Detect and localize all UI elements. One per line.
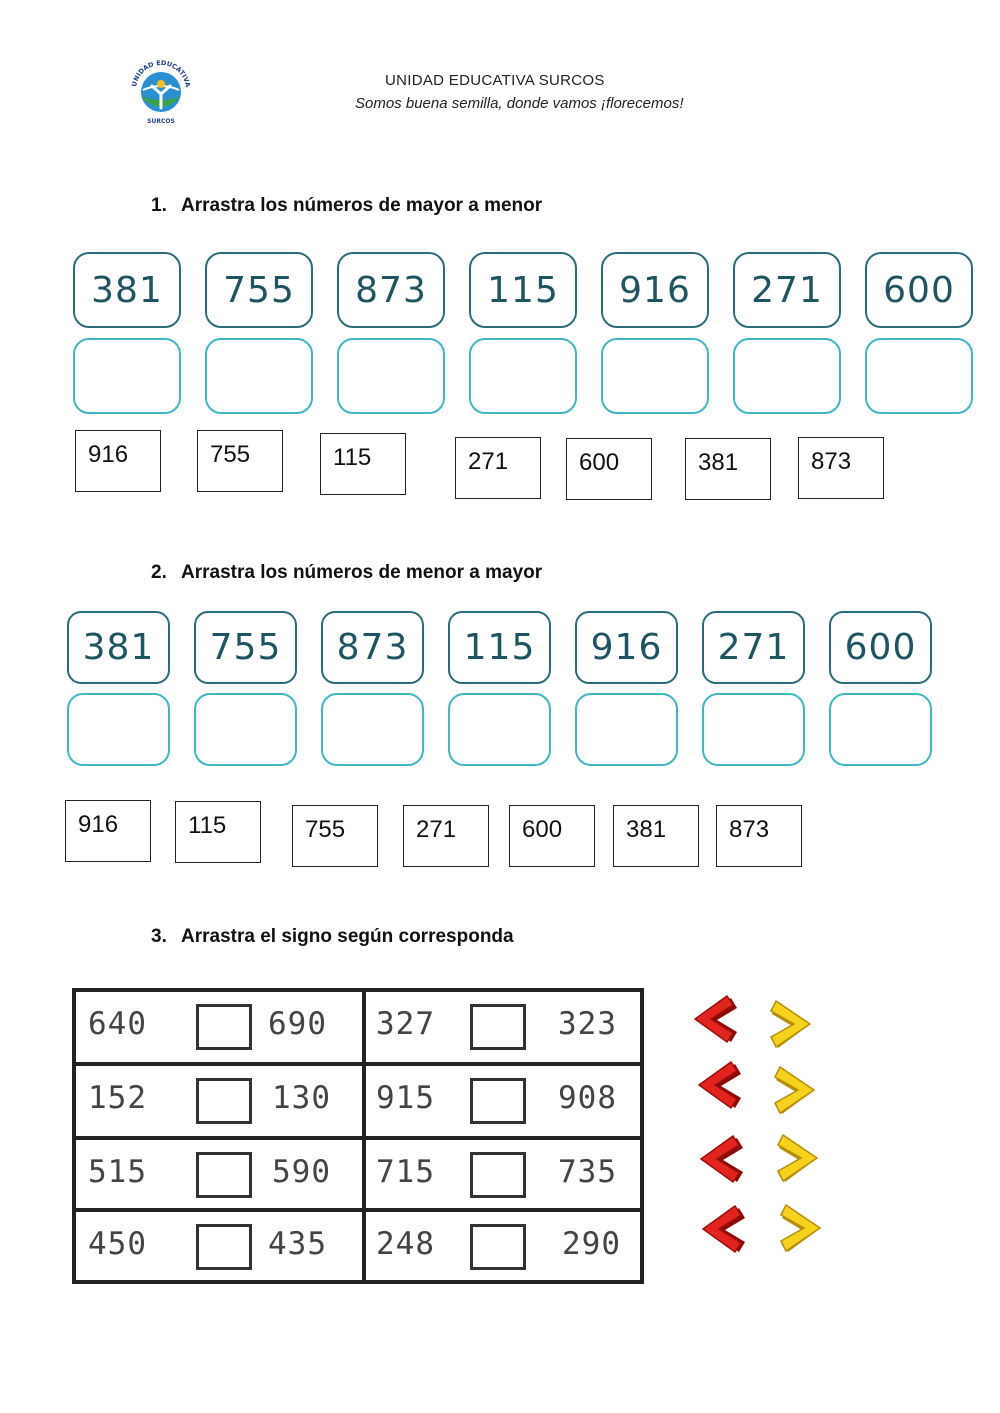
less-than-sign-icon[interactable] <box>683 992 739 1048</box>
table-divider <box>76 1208 640 1212</box>
sign-drop-box[interactable] <box>196 1078 252 1124</box>
drop-slot[interactable] <box>575 693 678 766</box>
drop-slot[interactable] <box>702 693 805 766</box>
table-divider <box>76 1062 640 1066</box>
number-card: 873 <box>337 252 445 328</box>
drop-slot[interactable] <box>73 338 181 414</box>
number-card: 873 <box>321 611 424 684</box>
comparison-cell <box>76 1142 358 1208</box>
drop-slot[interactable] <box>67 693 170 766</box>
less-than-sign-icon[interactable] <box>687 1058 743 1114</box>
greater-than-sign-icon[interactable] <box>775 1130 831 1186</box>
instruction-text: Arrastra los números de mayor a menor <box>181 195 543 216</box>
draggable-number[interactable]: 381 <box>613 805 699 867</box>
number-card: 271 <box>733 252 841 328</box>
comparison-cell <box>76 1214 358 1280</box>
comparison-number: 515 <box>88 1154 147 1190</box>
instruction-3 <box>151 926 514 948</box>
number-card: 115 <box>469 252 577 328</box>
greater-than-sign-icon[interactable] <box>768 996 824 1052</box>
number-card: 600 <box>865 252 973 328</box>
drop-slot[interactable] <box>829 693 932 766</box>
comparison-number: 690 <box>268 1006 327 1042</box>
instruction-text: Arrastra los números de menor a mayor <box>181 562 543 583</box>
instruction-number: 1. <box>151 195 167 216</box>
drop-slot[interactable] <box>205 338 313 414</box>
drop-slot[interactable] <box>194 693 297 766</box>
number-card: 115 <box>448 611 551 684</box>
instruction-number: 3. <box>151 926 167 947</box>
draggable-number[interactable]: 916 <box>75 430 161 492</box>
drop-slot[interactable] <box>601 338 709 414</box>
comparison-table <box>72 988 644 1284</box>
draggable-number[interactable]: 755 <box>197 430 283 492</box>
less-than-sign-icon[interactable] <box>691 1202 747 1258</box>
comparison-number: 130 <box>272 1080 331 1116</box>
number-card: 916 <box>601 252 709 328</box>
number-card: 381 <box>67 611 170 684</box>
instruction-text: Arrastra el signo según corresponda <box>181 926 514 947</box>
number-card: 600 <box>829 611 932 684</box>
comparison-cell <box>76 994 358 1060</box>
drop-slot[interactable] <box>337 338 445 414</box>
sign-drop-box[interactable] <box>196 1224 252 1270</box>
table-divider <box>76 1136 640 1140</box>
school-logo <box>128 60 194 126</box>
number-card: 755 <box>194 611 297 684</box>
draggable-number[interactable]: 755 <box>292 805 378 867</box>
sign-drop-box[interactable] <box>196 1152 252 1198</box>
draggable-number[interactable]: 381 <box>685 438 771 500</box>
sign-drop-box[interactable] <box>470 1224 526 1270</box>
draggable-number[interactable]: 600 <box>509 805 595 867</box>
sign-drop-box[interactable] <box>470 1078 526 1124</box>
school-name: UNIDAD EDUCATIVA SURCOS <box>385 72 605 89</box>
comparison-number: 640 <box>88 1006 147 1042</box>
comparison-number: 152 <box>88 1080 147 1116</box>
comparison-number: 715 <box>376 1154 435 1190</box>
comparison-number: 323 <box>558 1006 617 1042</box>
draggable-number[interactable]: 873 <box>716 805 802 867</box>
comparison-cell <box>366 1142 648 1208</box>
number-card: 381 <box>73 252 181 328</box>
draggable-number[interactable]: 271 <box>455 437 541 499</box>
comparison-number: 908 <box>558 1080 617 1116</box>
greater-than-sign-icon[interactable] <box>778 1200 834 1256</box>
comparison-cell <box>76 1068 358 1134</box>
drop-slot[interactable] <box>321 693 424 766</box>
sign-drop-box[interactable] <box>470 1004 526 1050</box>
comparison-number: 450 <box>88 1226 147 1262</box>
logo-text-bottom: SURCOS <box>147 118 175 125</box>
comparison-number: 735 <box>558 1154 617 1190</box>
comparison-number: 435 <box>268 1226 327 1262</box>
sign-drop-box[interactable] <box>196 1004 252 1050</box>
drop-slot[interactable] <box>469 338 577 414</box>
less-than-sign-icon[interactable] <box>689 1132 745 1188</box>
school-motto: Somos buena semilla, donde vamos ¡florecemos! <box>355 95 684 112</box>
draggable-number[interactable]: 600 <box>566 438 652 500</box>
instruction-1 <box>151 195 542 217</box>
drop-slot[interactable] <box>448 693 551 766</box>
number-card: 271 <box>702 611 805 684</box>
drop-slot[interactable] <box>865 338 973 414</box>
comparison-cell <box>366 1068 648 1134</box>
logo-text-top: UNIDAD EDUCATIVA <box>130 60 192 88</box>
comparison-number: 327 <box>376 1006 435 1042</box>
greater-than-sign-icon[interactable] <box>772 1062 828 1118</box>
instruction-number: 2. <box>151 562 167 583</box>
number-card: 916 <box>575 611 678 684</box>
draggable-number[interactable]: 115 <box>175 801 261 863</box>
comparison-number: 290 <box>562 1226 621 1262</box>
number-card: 755 <box>205 252 313 328</box>
drop-slot[interactable] <box>733 338 841 414</box>
comparison-number: 915 <box>376 1080 435 1116</box>
comparison-cell <box>366 1214 648 1280</box>
comparison-number: 248 <box>376 1226 435 1262</box>
instruction-2 <box>151 562 542 584</box>
comparison-cell <box>366 994 648 1060</box>
sign-drop-box[interactable] <box>470 1152 526 1198</box>
comparison-number: 590 <box>272 1154 331 1190</box>
draggable-number[interactable]: 873 <box>798 437 884 499</box>
draggable-number[interactable]: 115 <box>320 433 406 495</box>
draggable-number[interactable]: 916 <box>65 800 151 862</box>
draggable-number[interactable]: 271 <box>403 805 489 867</box>
